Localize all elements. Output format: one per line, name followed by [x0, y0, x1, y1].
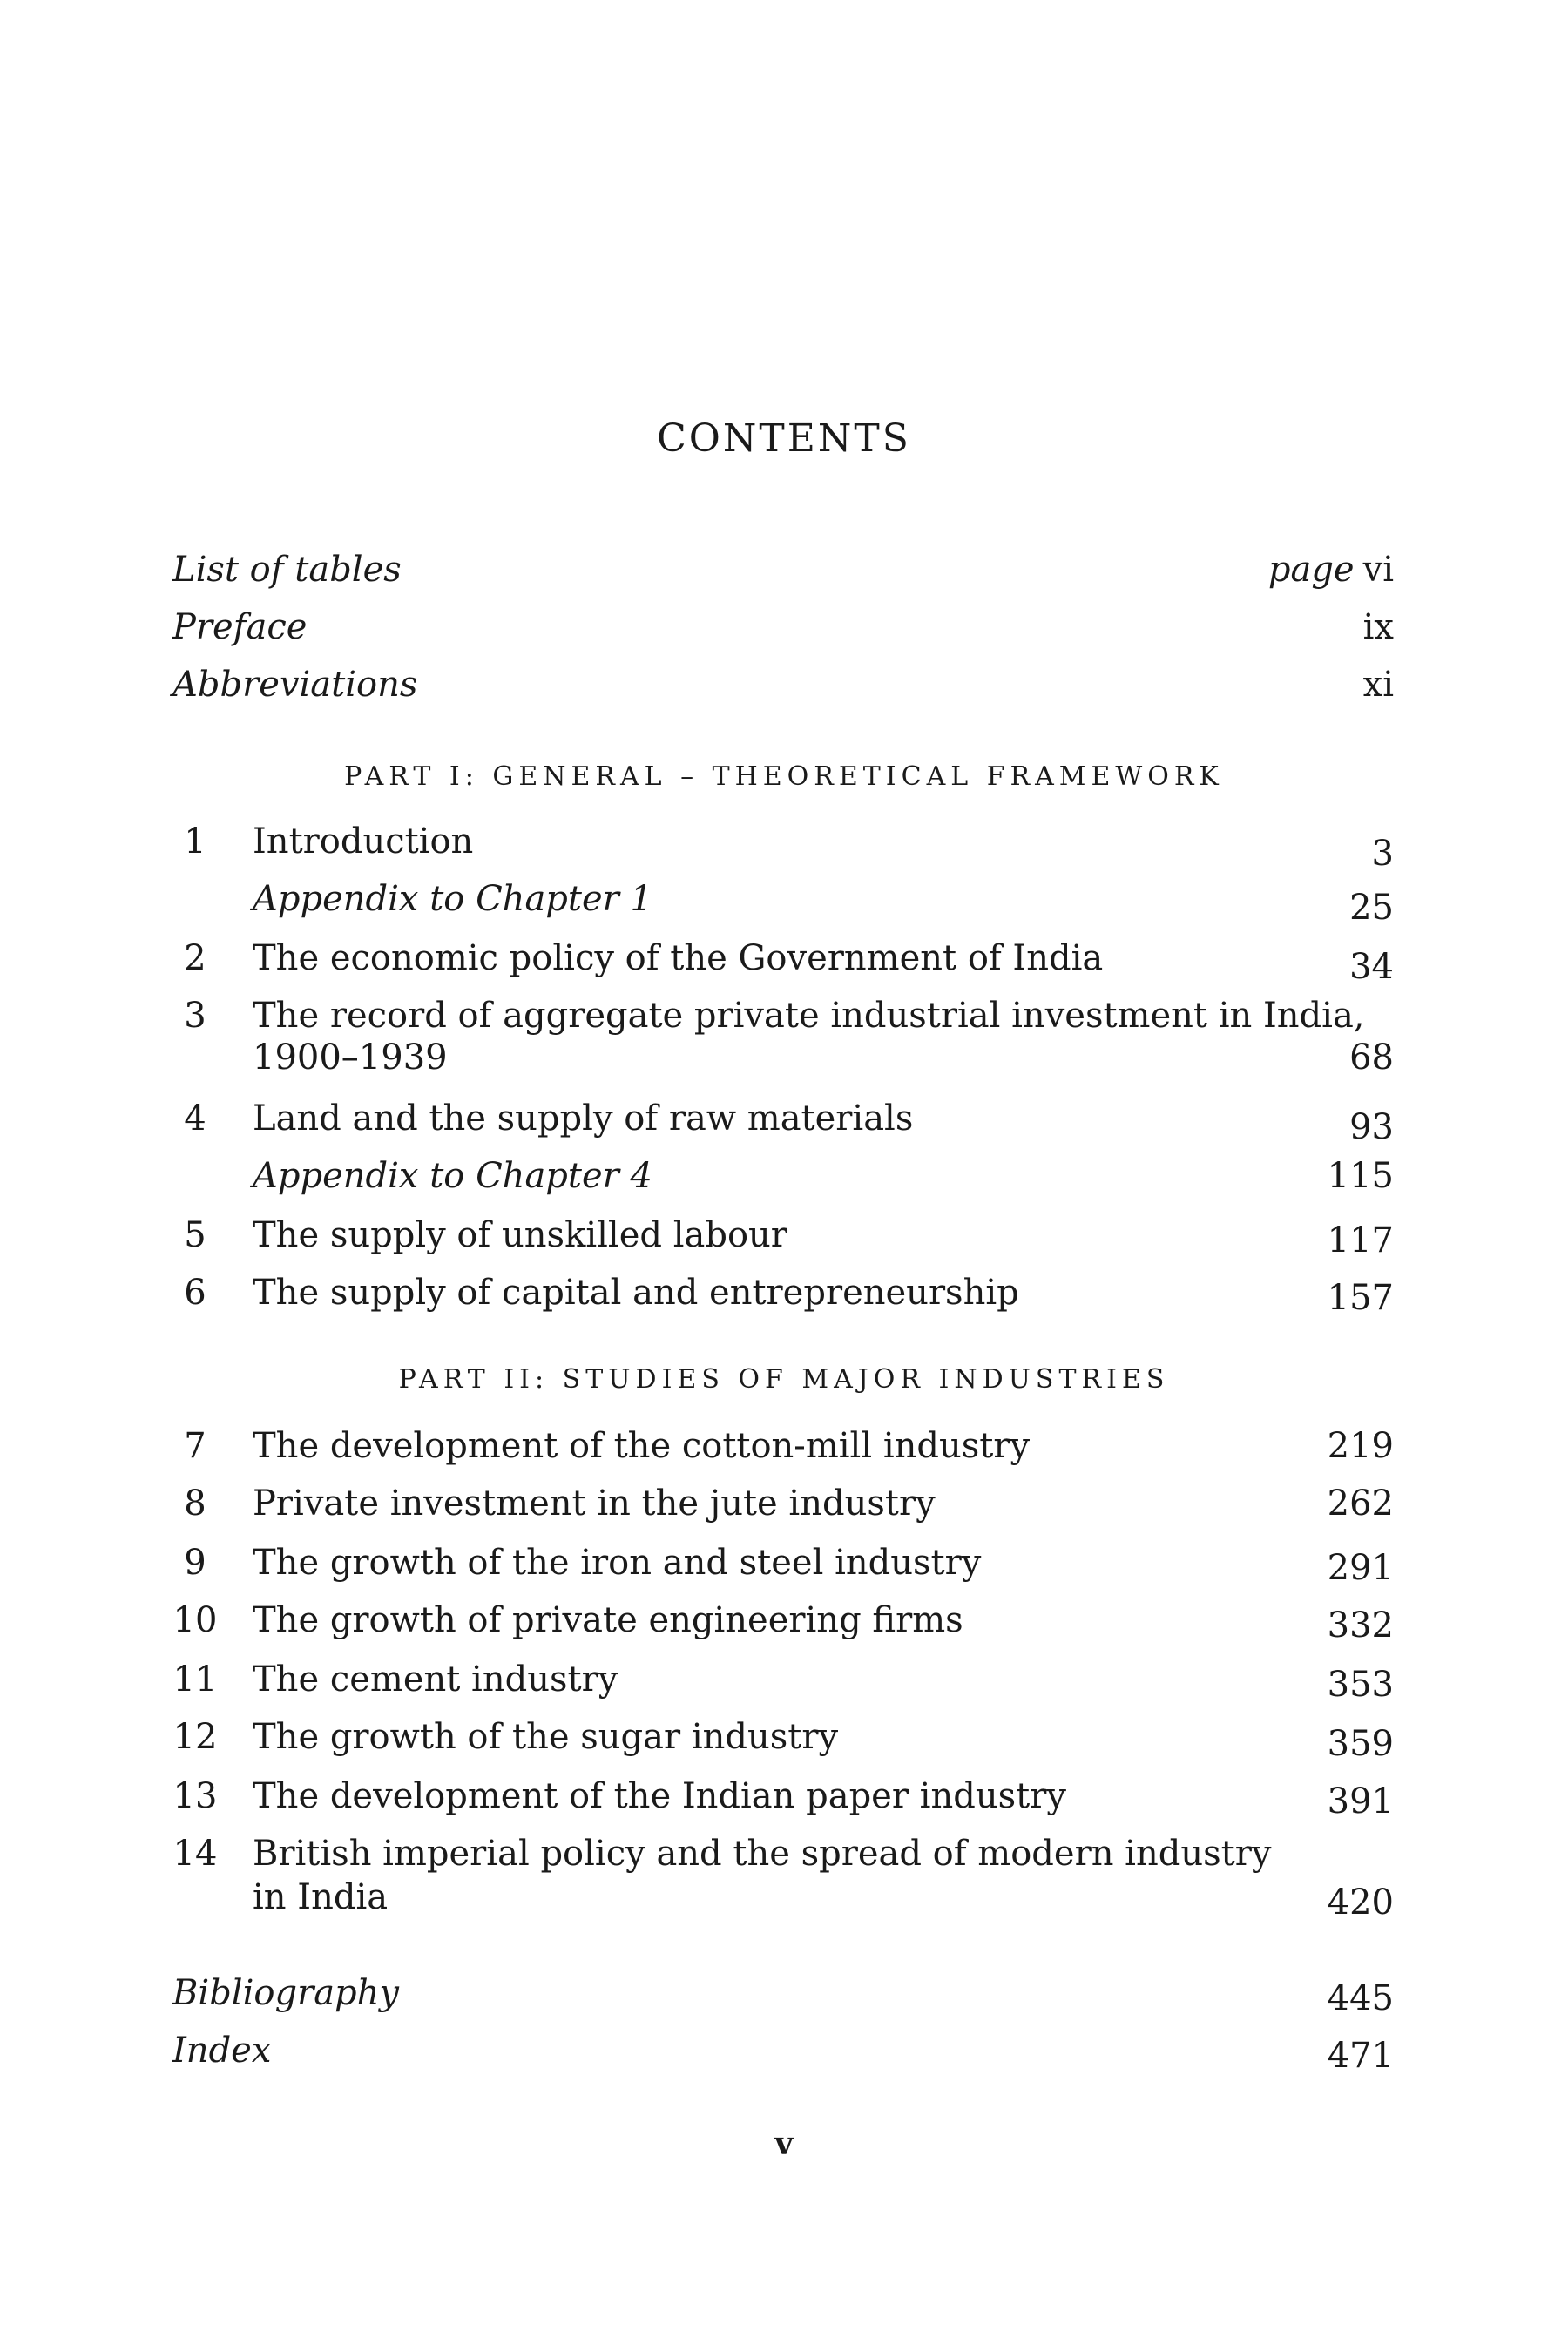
page-word: page	[1267, 550, 1355, 590]
entry-page	[1268, 547, 1394, 592]
chapter-number: 6	[184, 1273, 206, 1313]
page-title: CONTENTS	[657, 416, 911, 461]
chapter-number: 14	[172, 1834, 218, 1874]
entry-title: Abbreviations	[172, 665, 418, 705]
chapter-number: 3	[184, 996, 206, 1036]
entry-page: 117	[1327, 1220, 1394, 1260]
entry-title: The development of the Indian paper industry	[253, 1776, 1066, 1816]
entry-page: 219	[1327, 1426, 1394, 1466]
entry-page: 391	[1327, 1781, 1394, 1821]
chapter-number: 1	[184, 821, 206, 862]
entry-title-continuation: 1900–1939	[253, 1037, 448, 1078]
chapter-number: 9	[184, 1543, 206, 1583]
entry-page: 34	[1349, 947, 1394, 987]
entry-page: 93	[1349, 1107, 1394, 1147]
entry-title: Appendix to Chapter 1	[253, 879, 652, 919]
chapter-number: 10	[172, 1600, 218, 1640]
entry-page: 68	[1349, 1037, 1394, 1078]
chapter-number: 11	[172, 1659, 218, 1700]
entry-page: 3	[1371, 834, 1394, 874]
entry-page: 445	[1327, 1978, 1394, 2018]
entry-title: The growth of the iron and steel industry	[253, 1543, 982, 1583]
entry-title: Preface	[172, 607, 308, 647]
entry-page: 25	[1349, 888, 1394, 928]
entry-title: The growth of the sugar industry	[253, 1717, 839, 1757]
entry-title: British imperial policy and the spread of modern industry	[253, 1834, 1272, 1874]
entry-title: Appendix to Chapter 4	[253, 1156, 652, 1196]
entry-title: Private investment in the jute industry	[253, 1484, 936, 1524]
chapter-number: 7	[184, 1426, 206, 1466]
chapter-number: 12	[172, 1717, 218, 1757]
chapter-number: 2	[184, 938, 206, 978]
entry-title: List of tables	[172, 550, 402, 590]
entry-page: 291	[1327, 1548, 1394, 1588]
entry-page: 471	[1327, 2036, 1394, 2076]
entry-title: The cement industry	[253, 1659, 618, 1700]
chapter-number: 8	[184, 1484, 206, 1524]
entry-title: The supply of capital and entrepreneurship	[253, 1273, 1019, 1313]
entry-title: The economic policy of the Government of India	[253, 938, 1104, 978]
entry-page: 157	[1327, 1278, 1394, 1318]
chapter-number: 4	[184, 1098, 206, 1139]
page-number: vi	[1362, 550, 1394, 590]
part-heading-1: PART I: GENERAL – THEORETICAL FRAMEWORK	[344, 761, 1224, 792]
entry-title-continuation: in India	[253, 1877, 389, 1917]
entry-page: 420	[1327, 1882, 1394, 1923]
entry-page: ix	[1362, 607, 1394, 647]
entry-title: The supply of unskilled labour	[253, 1215, 787, 1255]
page-folio: v	[774, 2126, 794, 2162]
entry-page: 359	[1327, 1724, 1394, 1764]
entry-title: The growth of private engineering firms	[253, 1600, 963, 1640]
entry-page: 115	[1327, 1156, 1394, 1196]
entry-title: Bibliography	[172, 1973, 399, 2013]
entry-page: 332	[1327, 1605, 1394, 1646]
chapter-number: 5	[184, 1215, 206, 1255]
entry-title: The record of aggregate private industrial investment in India,	[253, 996, 1365, 1036]
entry-title: Introduction	[253, 821, 474, 862]
chapter-number: 13	[172, 1776, 218, 1816]
part-heading-2: PART II: STUDIES OF MAJOR INDUSTRIES	[398, 1364, 1170, 1395]
entry-page: xi	[1362, 665, 1394, 705]
entry-title: Index	[172, 2031, 272, 2071]
entry-title: Land and the supply of raw materials	[253, 1098, 914, 1139]
entry-page: 353	[1327, 1665, 1394, 1705]
entry-title: The development of the cotton-mill industry	[253, 1426, 1031, 1466]
entry-page: 262	[1327, 1484, 1394, 1524]
